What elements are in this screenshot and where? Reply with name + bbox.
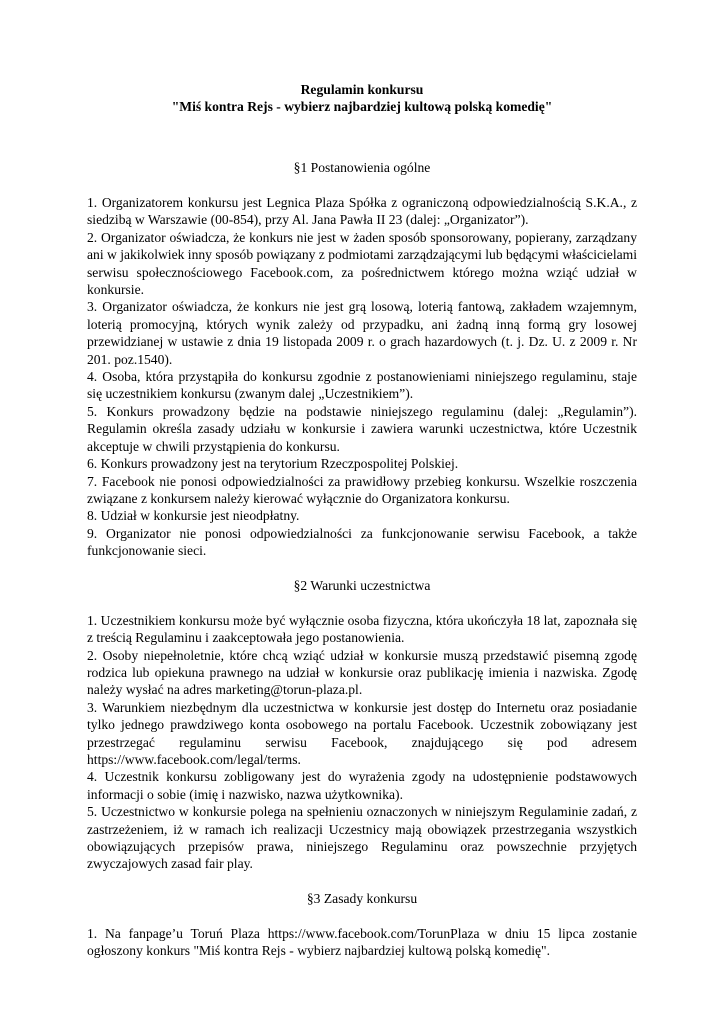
paragraph: 6. Konkurs prowadzony jest na terytorium Rzeczpospolitej Polskiej. xyxy=(87,456,459,472)
paragraph: 2. Osoby niepełnoletnie, które chcą wziąć udział w konkursie muszą przedstawić pisemną zgodę rodzica lub opiekuna prawnego na udział w konkursie oraz publikację imienia i nazwiska. Zgodę należy wysłać na adres marketing@torun-plaza.pl. xyxy=(87,647,637,698)
section-heading: §1 Postanowienia ogólne xyxy=(293,160,431,176)
paragraph: 5. Konkurs prowadzony będzie na podstawie niniejszego regulaminu (dalej: „Regulamin”). Regulamin określa zasady udziału w konkursie i zawiera warunki uczestnictwa, które Uczestnik akceptuje w chwili przystąpienia do konkursu. xyxy=(87,403,637,454)
paragraph: 9. Organizator nie ponosi odpowiedzialności za funkcjonowanie serwisu Facebook, a także funkcjonowanie sieci. xyxy=(87,525,637,559)
section-1 xyxy=(87,159,637,559)
paragraph: 1. Na fanpage’u Toruń Plaza https://www.facebook.com/TorunPlaza w dniu 15 lipca zostanie ogłoszony konkurs "Miś kontra Rejs - wybierz najbardziej kultową polską komedię". xyxy=(87,926,637,959)
section-heading: §3 Zasady konkursu xyxy=(306,891,418,907)
paragraph: 1. Organizatorem konkursu jest Legnica Plaza Spółka z ograniczoną odpowiedzialnością S.K.A., z siedzibą w Warszawie (00-854), przy Al. Jana Pawła II 23 (dalej: „Organizator”). xyxy=(87,195,637,228)
section-heading: §2 Warunki uczestnictwa xyxy=(293,577,431,593)
paragraph: 4. Uczestnik konkursu zobligowany jest do wyrażenia zgody na udostępnienie podstawowych informacji o sobie (imię i nazwisko, nazwa użytkownika). xyxy=(87,769,637,802)
paragraph: 1. Uczestnikiem konkursu może być wyłącznie osoba fizyczna, która ukończyła 18 lat, zapoznała się z treścią Regulaminu i zaakceptowała jego postanowienia. xyxy=(87,612,637,646)
title-line-2: "Miś kontra Rejs - wybierz najbardziej kultową polską komedię" xyxy=(171,99,553,115)
paragraph: 5. Uczestnictwo w konkursie polega na spełnieniu oznaczonych w niniejszym Regulaminie zadań, z zastrzeżeniem, iż w ramach ich realizacji Uczestnicy mają obowiązek przestrzegania wszystkich obowiązujących przepisów prawa, niniejszego Regulaminu oraz powszechnie przyjętych zwyczajowych zasad fair play. xyxy=(87,804,637,872)
title-line-1: Regulamin konkursu xyxy=(300,82,424,97)
paragraph: 2. Organizator oświadcza, że konkurs nie jest w żaden sposób sponsorowany, popierany, zarządzany ani w jakikolwiek inny sposób powiązany z podmiotami zarządzającymi lub będącymi właścicielami serwisu społecznościowego Facebook.com, za pośrednictwem którego można wziąć udział w konkursie. xyxy=(87,229,637,298)
section-2 xyxy=(87,577,637,873)
paragraph: 8. Udział w konkursie jest nieodpłatny. xyxy=(87,508,300,524)
paragraph: 7. Facebook nie ponosi odpowiedzialności za prawidłowy przebieg konkursu. Wszelkie roszczenia związane z konkursem należy kierować wyłącznie do Organizatora konkursu. xyxy=(87,473,637,506)
document-title xyxy=(87,81,637,116)
paragraph: 3. Organizator oświadcza, że konkurs nie jest grą losową, loterią fantową, zakładem wzajemnym, loterią promocyjną, których wynik zależy od przypadku, ani żadną inną formą gry losowej przewidzianej w ustawie z dnia 19 listopada 2009 r. o grach hazardowych (t. j. Dz. U. z 2009 r. Nr 201. poz.1540). xyxy=(87,299,637,367)
paragraph: 3. Warunkiem niezbędnym dla uczestnictwa w konkursie jest dostęp do Internetu oraz posiadanie tylko jednego prawdziwego konta osobowego na portalu Facebook. Uczestnik zobowiązany jest przestrzegać regulaminu serwisu Facebook, znajdującego się pod adresem https://www.facebook.com/legal/terms. xyxy=(87,699,637,767)
document-page xyxy=(87,81,637,960)
paragraph: 4. Osoba, która przystąpiła do konkursu zgodnie z postanowieniami niniejszego regulaminu, staje się uczestnikiem konkursu (zwanym dalej „Uczestnikiem”). xyxy=(87,369,637,402)
section-3 xyxy=(87,890,637,960)
